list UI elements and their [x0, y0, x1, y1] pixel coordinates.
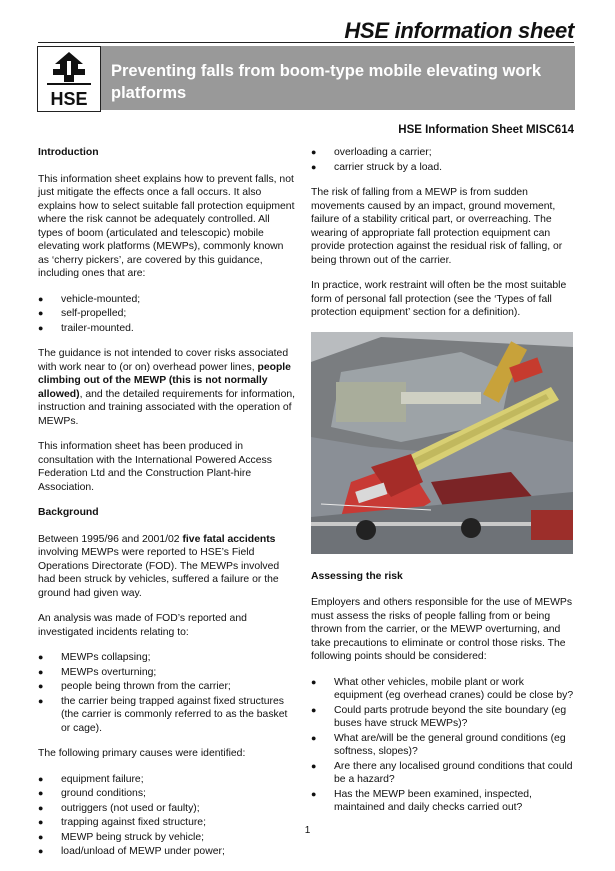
list-item: ● trailer-mounted.: [38, 322, 296, 336]
header-rule: [38, 42, 574, 43]
list-item: ● the carrier being trapped against fixed structures (the carrier is commonly referred to as the basket or cage).: [38, 695, 296, 736]
assessment-questions-list: [311, 676, 575, 815]
hse-crest-icon: [38, 47, 100, 111]
left-column: [38, 146, 296, 871]
causes-list: [38, 773, 296, 859]
list-item: ● equipment failure;: [38, 773, 296, 787]
assessing-paragraph: Employers and others responsible for the use of MEWPs must assess the risks of people falling from or being thrown from the carrier, or the MEWP overturning, and take precautions to eliminate or control those risks. The following points should be considered:: [311, 597, 573, 662]
risk-paragraph-1: The risk of falling from a MEWP is from sudden movements caused by an impact, ground movement, failure of a stability critical part, or overreaching. The wearing of appropriate fall protection equipment can provide protection against the residual risk of falling, or being thrown out of the carrier.: [311, 187, 563, 266]
logo-text: HSE: [50, 89, 88, 109]
intro-paragraph-3: This information sheet has been produced in consultation with the International Powered Access Federation Ltd and the Construction Plant-hire Association.: [38, 441, 272, 493]
list-item: ● Could parts protrude beyond the site boundary (eg buses have struck MEWPs)?: [311, 704, 575, 731]
list-item: ● ground conditions;: [38, 787, 296, 801]
hse-logo: [37, 46, 101, 112]
causes-list-continued: [311, 146, 575, 174]
accident-photo: [311, 332, 573, 554]
background-heading: Background: [38, 507, 99, 518]
list-item: ● Are there any localised ground conditions that could be a hazard?: [311, 760, 575, 787]
intro-paragraph-1: This information sheet explains how to prevent falls, not just mitigate the effects once a fall occurs. It also explains how to select suitable fall protection equipment where the risk cannot be adequately controlled. All types of boom (articulated and telescopic) mobile elevating work platforms (MEWPs), commonly known as ‘cherry pickers’, are covered by this guidance, including ones that are:: [38, 173, 295, 279]
page-number: 1: [304, 825, 311, 836]
intro-heading: Introduction: [38, 147, 99, 158]
intro-paragraph-2: The guidance is not intended to cover risks associated with work near to (or on) overhead power lines, people climbing out of the MEWP (this is not normally allowed), and the detailed requirements for information, instruction and training associated with the operation of MEWPs.: [38, 348, 296, 427]
list-item: ● What other vehicles, mobile plant or work equipment (eg overhead cranes) could be close by?: [311, 676, 575, 703]
list-item: ● trapping against fixed structure;: [38, 816, 296, 830]
sheet-id: HSE Information Sheet MISC614: [398, 124, 574, 136]
incident-list: [38, 651, 296, 735]
list-item: ● MEWPs collapsing;: [38, 651, 296, 665]
assessing-heading: Assessing the risk: [311, 570, 403, 582]
list-item: ● MEWP being struck by vehicle;: [38, 831, 296, 845]
risk-paragraph-2: In practice, work restraint will often be the most suitable form of personal fall protection (see the ‘Types of fall protection equipment’ section for a definition).: [311, 280, 567, 318]
list-item: ● load/unload of MEWP under power;: [38, 845, 296, 859]
list-item: ● vehicle-mounted;: [38, 293, 296, 307]
background-paragraph-1: Between 1995/96 and 2001/02 five fatal accidents involving MEWPs were reported to HSE’s Field Operations Directorate (FOD). The MEWPs involved had been struck by vehicles, suffered a failure or the ground had given way.: [38, 533, 280, 599]
title-banner: [101, 46, 575, 110]
list-item: ● carrier struck by a load.: [311, 161, 575, 175]
mewp-types-list: [38, 293, 296, 336]
list-item: ● people being thrown from the carrier;: [38, 680, 296, 694]
series-title: HSE information sheet: [344, 18, 574, 43]
background-paragraph-3: The following primary causes were identified:: [38, 748, 246, 759]
list-item: ● Has the MEWP been examined, inspected, maintained and daily checks carried out?: [311, 788, 575, 815]
document-title: Preventing falls from boom-type mobile elevating work platforms: [111, 62, 541, 102]
right-column: [311, 146, 575, 827]
list-item: ● outriggers (not used or faulty);: [38, 802, 296, 816]
list-item: ● self-propelled;: [38, 307, 296, 321]
background-paragraph-2: An analysis was made of FOD’s reported and investigated incidents relating to:: [38, 613, 247, 638]
list-item: ● MEWPs overturning;: [38, 666, 296, 680]
list-item: ● overloading a carrier;: [311, 146, 575, 160]
list-item: ● What are/will be the general ground conditions (eg softness, slopes)?: [311, 732, 575, 759]
